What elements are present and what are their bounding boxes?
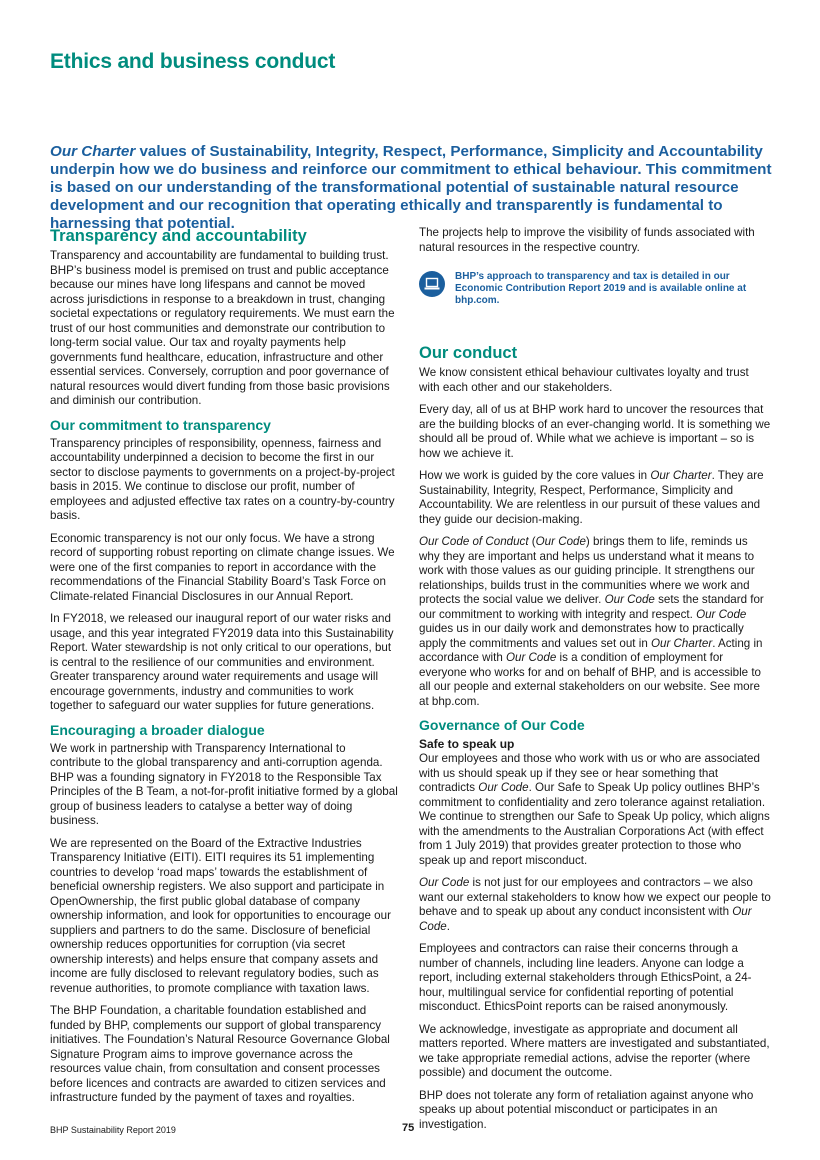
subheading-commitment: Our commitment to transparency [50, 416, 271, 433]
section-heading-transparency: Transparency and accountability [50, 227, 307, 245]
paragraph: We work in partnership with Transparency International to contribute to the global transparency and anti-corruption agenda. BHP was a founding signatory in FY2018 to the Responsible Tax Principles of the B Team, a not-for-profit initiative formed by a global group of business leaders to catalyse a better way of doing business. [50, 741, 398, 827]
intro-text: values of Sustainability, Integrity, Respect, Performance, Simplicity and Accountability underpin how we do business and reinforce our commitment to ethical behaviour. This commitment is based on our understanding of the transformational potential of sustainable natural resource development and our recognition that operating ethically and transparently is fundamental to harnessing that potential. [50, 143, 772, 232]
callout-box [419, 269, 771, 307]
paragraph: How we work is guided by the core values in Our Charter. They are Sustainability, Integrity, Respect, Performance, Simplicity and Accountability. We are relentless in our pursuit of these values and they guide our decision-making. [419, 469, 764, 526]
paragraph: BHP does not tolerate any form of retaliation against anyone who speaks up about potential misconduct or participates in an investigation. [419, 1088, 754, 1131]
paragraph: Employees and contractors can raise their concerns through a number of channels, including line leaders. Anyone can lodge a report, including external stakeholders through EthicsPoint, a 24-hour, multilingual service for confidential reporting of potential misconduct. EthicsPoint reports can be raised anonymously. [419, 942, 752, 1013]
paragraph: Economic transparency is not our only focus. We have a strong record of supporting robust reporting on climate change issues. We were one of the first companies to report in accordance with the recommendations of the Financial Stability Board’s Task Force on Climate-related Financial Disclosures in our Annual Report. [50, 531, 395, 603]
page-number: 75 [402, 1122, 415, 1134]
subheading-dialogue: Encouraging a broader dialogue [50, 721, 265, 738]
paragraph: Every day, all of us at BHP work hard to uncover the resources that are the building blocks of an ever-changing world. It is something we should all be proud of. While what we achieve is important – so is how we achieve it. [419, 403, 771, 460]
right-column [419, 226, 771, 1140]
paragraph: Our Code is not just for our employees and contractors – we also want our external stakeholders to know how we expect our people to behave and to speak up about any conduct inconsistent with Our Code. [419, 876, 771, 933]
minor-heading-speak-up: Safe to speak up [419, 737, 515, 751]
paragraph: The BHP Foundation, a charitable foundation established and funded by BHP, complements our support of global transparency initiatives. The Foundation’s Natural Resource Governance Global Signature Program aims to improve governance across the resources value chain, from consultation and consent processes before licences and contracts are awarded to citizen services and infrastructure funded by the payment of taxes and royalties. [50, 1004, 390, 1104]
paragraph: Transparency and accountability are fundamental to building trust. BHP’s business model is premised on trust and public acceptance because our mines have long lifespans and cannot be moved across jurisdictions in response to a breakdown in trust, changing societal expectations or regulatory requirements. We must earn the trust of our host communities and demonstrate our contribution to long-term social value. Our tax and royalty payments help governments fund healthcare, education, infrastructure and other essential services. Conversely, corruption and poor governance of natural resources would divert funding from those basic provisions and diminish our contribution. [50, 249, 395, 407]
paragraph: Our Code of Conduct (Our Code) brings them to life, reminds us why they are important and helps us understand what it means to work with those values as our guiding principle. It strengthens our relationships, builds trust in the communities where we work and protects the social value we deliver. Our Code sets the standard for our commitment to working with integrity and respect. Our Code guides us in our daily work and demonstrates how to practically apply the commitments and values set out in Our Charter. Acting in accordance with Our Code is a condition of employment for everyone who works for and on behalf of BHP, and is accessible to all our people and external stakeholders on our website. See more at bhp.com. [419, 535, 764, 708]
paragraph: We acknowledge, investigate as appropriate and document all matters reported. Where matters are investigated and substantiated, we take appropriate remedial actions, advise the reporter (where possible) and document the outcome. [419, 1022, 770, 1079]
callout-text: BHP’s approach to transparency and tax is detailed in our Economic Contribution Report 2019 and is available online at bhp.com. [455, 271, 747, 306]
paragraph: The projects help to improve the visibility of funds associated with natural resources in the respective country. [419, 226, 755, 254]
left-column [50, 226, 398, 1114]
page-title: Ethics and business conduct [50, 50, 336, 73]
paragraph: We know consistent ethical behaviour cultivates loyalty and trust with each other and our stakeholders. [419, 366, 749, 394]
paragraph: We are represented on the Board of the Extractive Industries Transparency Initiative (EITI). EITI requires its 51 implementing countries to develop ‘road maps’ towards the establishment of beneficial ownership registers. We also support and participate in OpenOwnership, the first public global database of company ownership information, and look for opportunities to encourage our suppliers and partners to do the same. Disclosure of beneficial ownership reduces opportunities for corruption (via secret ownership interests) and helps ensure that company assets and income are fully disclosed to relevant regulatory bodies, such as revenue authorities, to promote compliance with taxation laws. [50, 836, 391, 995]
intro-emphasis: Our Charter [50, 143, 136, 160]
section-heading-conduct: Our conduct [419, 344, 518, 362]
footer-report-name: BHP Sustainability Report 2019 [50, 1125, 176, 1135]
subheading-governance: Governance of Our Code [419, 717, 585, 733]
intro-statement [50, 143, 780, 233]
paragraph: Our employees and those who work with us or who are associated with us should speak up if they see or hear something that contradicts Our Code. Our Safe to Speak Up policy outlines BHP’s commitment to confidentiality and zero tolerance against retaliation. We continue to strengthen our Safe to Speak Up policy, which aligns with the amendments to the Australian Corporations Act (with effect from 1 July 2019) that provides greater protection to those who speak up and report misconduct. [419, 752, 770, 867]
laptop-icon [419, 271, 445, 297]
paragraph: Transparency principles of responsibility, openness, fairness and accountability underpinned a decision to become the first in our sector to disclose payments to governments on a project-by-project basis in 2015. We continue to disclose our profit, number of employees and adjusted effective tax rates on a country-by-country basis. [50, 436, 395, 522]
paragraph: In FY2018, we released our inaugural report of our water risks and usage, and this year integrated FY2019 data into this Sustainability Report. Water stewardship is not only critical to our operations, but is central to the resilience of our communities and environment. Greater transparency around water requirements and usage will encourage governments, industry and communities to work together to safeguard our water supplies for future generations. [50, 612, 394, 712]
